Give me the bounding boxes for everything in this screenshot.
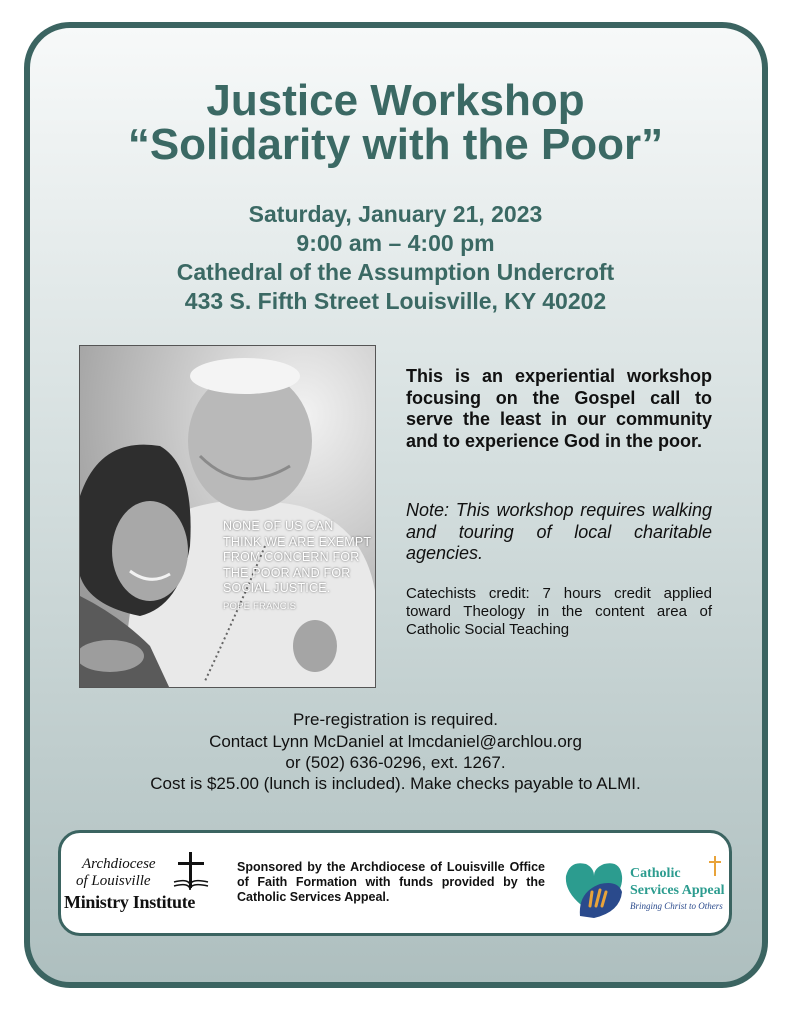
quote-line: NONE OF US CAN: [223, 519, 334, 533]
ami-logo-line-3: Ministry Institute: [64, 892, 196, 912]
quote-line: THINK WE ARE EXEMPT: [223, 534, 372, 549]
csa-tagline: Bringing Christ to Others: [630, 901, 723, 911]
cross-icon: [706, 856, 724, 876]
ami-logo-line-1: Archdiocese: [82, 856, 156, 872]
quote-attribution: POPE FRANCIS: [223, 600, 297, 612]
csa-logo-line-2: Services Appeal: [630, 883, 725, 898]
ministry-institute-logo: [64, 856, 224, 916]
quote-line: THE POOR AND FOR: [223, 565, 351, 580]
title-line-1: Justice Workshop: [206, 76, 585, 125]
sponsor-statement: Sponsored by the Archdiocese of Louisville Office of Faith Formation with funds provided by the Catholic Services Appeal.: [237, 860, 545, 904]
csa-logo-line-1: Catholic: [630, 866, 681, 881]
workshop-description: This is an experiential workshop focusing on the Gospel call to serve the least in our community and to experience God in the poor.: [406, 366, 712, 451]
pope-francis-photo: [79, 345, 376, 688]
workshop-note: Note: This workshop requires walking and touring of local charitable agencies.: [406, 500, 712, 563]
title-line-2: “Solidarity with the Poor”: [127, 120, 664, 169]
cost-info: Cost is $25.00 (lunch is included). Make checks payable to ALMI.: [150, 774, 641, 793]
event-time: 9:00 am – 4:00 pm: [296, 230, 495, 256]
preregistration-text: Pre-registration is required.: [292, 710, 499, 729]
catholic-services-appeal-logo: [560, 856, 730, 918]
photo-illustration: [80, 346, 376, 688]
quote-line: FROM CONCERN FOR: [223, 550, 360, 564]
cross-book-icon: [172, 852, 212, 896]
catechists-credit: Catechists credit: 7 hours credit applied toward Theology in the content area of Catholic Social Teaching: [406, 585, 712, 638]
contact-phone: or (502) 636-0296, ext. 1267.: [285, 753, 506, 772]
contact-person: Contact Lynn McDaniel at lmcdaniel@archlou.org: [209, 732, 582, 751]
photo-quote: [223, 519, 376, 614]
event-venue: Cathedral of the Assumption Undercroft: [176, 259, 615, 285]
event-date: Saturday, January 21, 2023: [248, 201, 543, 227]
quote-line: SOCIAL JUSTICE.: [223, 581, 331, 595]
heart-hands-icon: [560, 856, 628, 918]
ami-logo-line-2: of Louisville: [76, 873, 151, 889]
event-address: 433 S. Fifth Street Louisville, KY 40202: [184, 288, 607, 314]
